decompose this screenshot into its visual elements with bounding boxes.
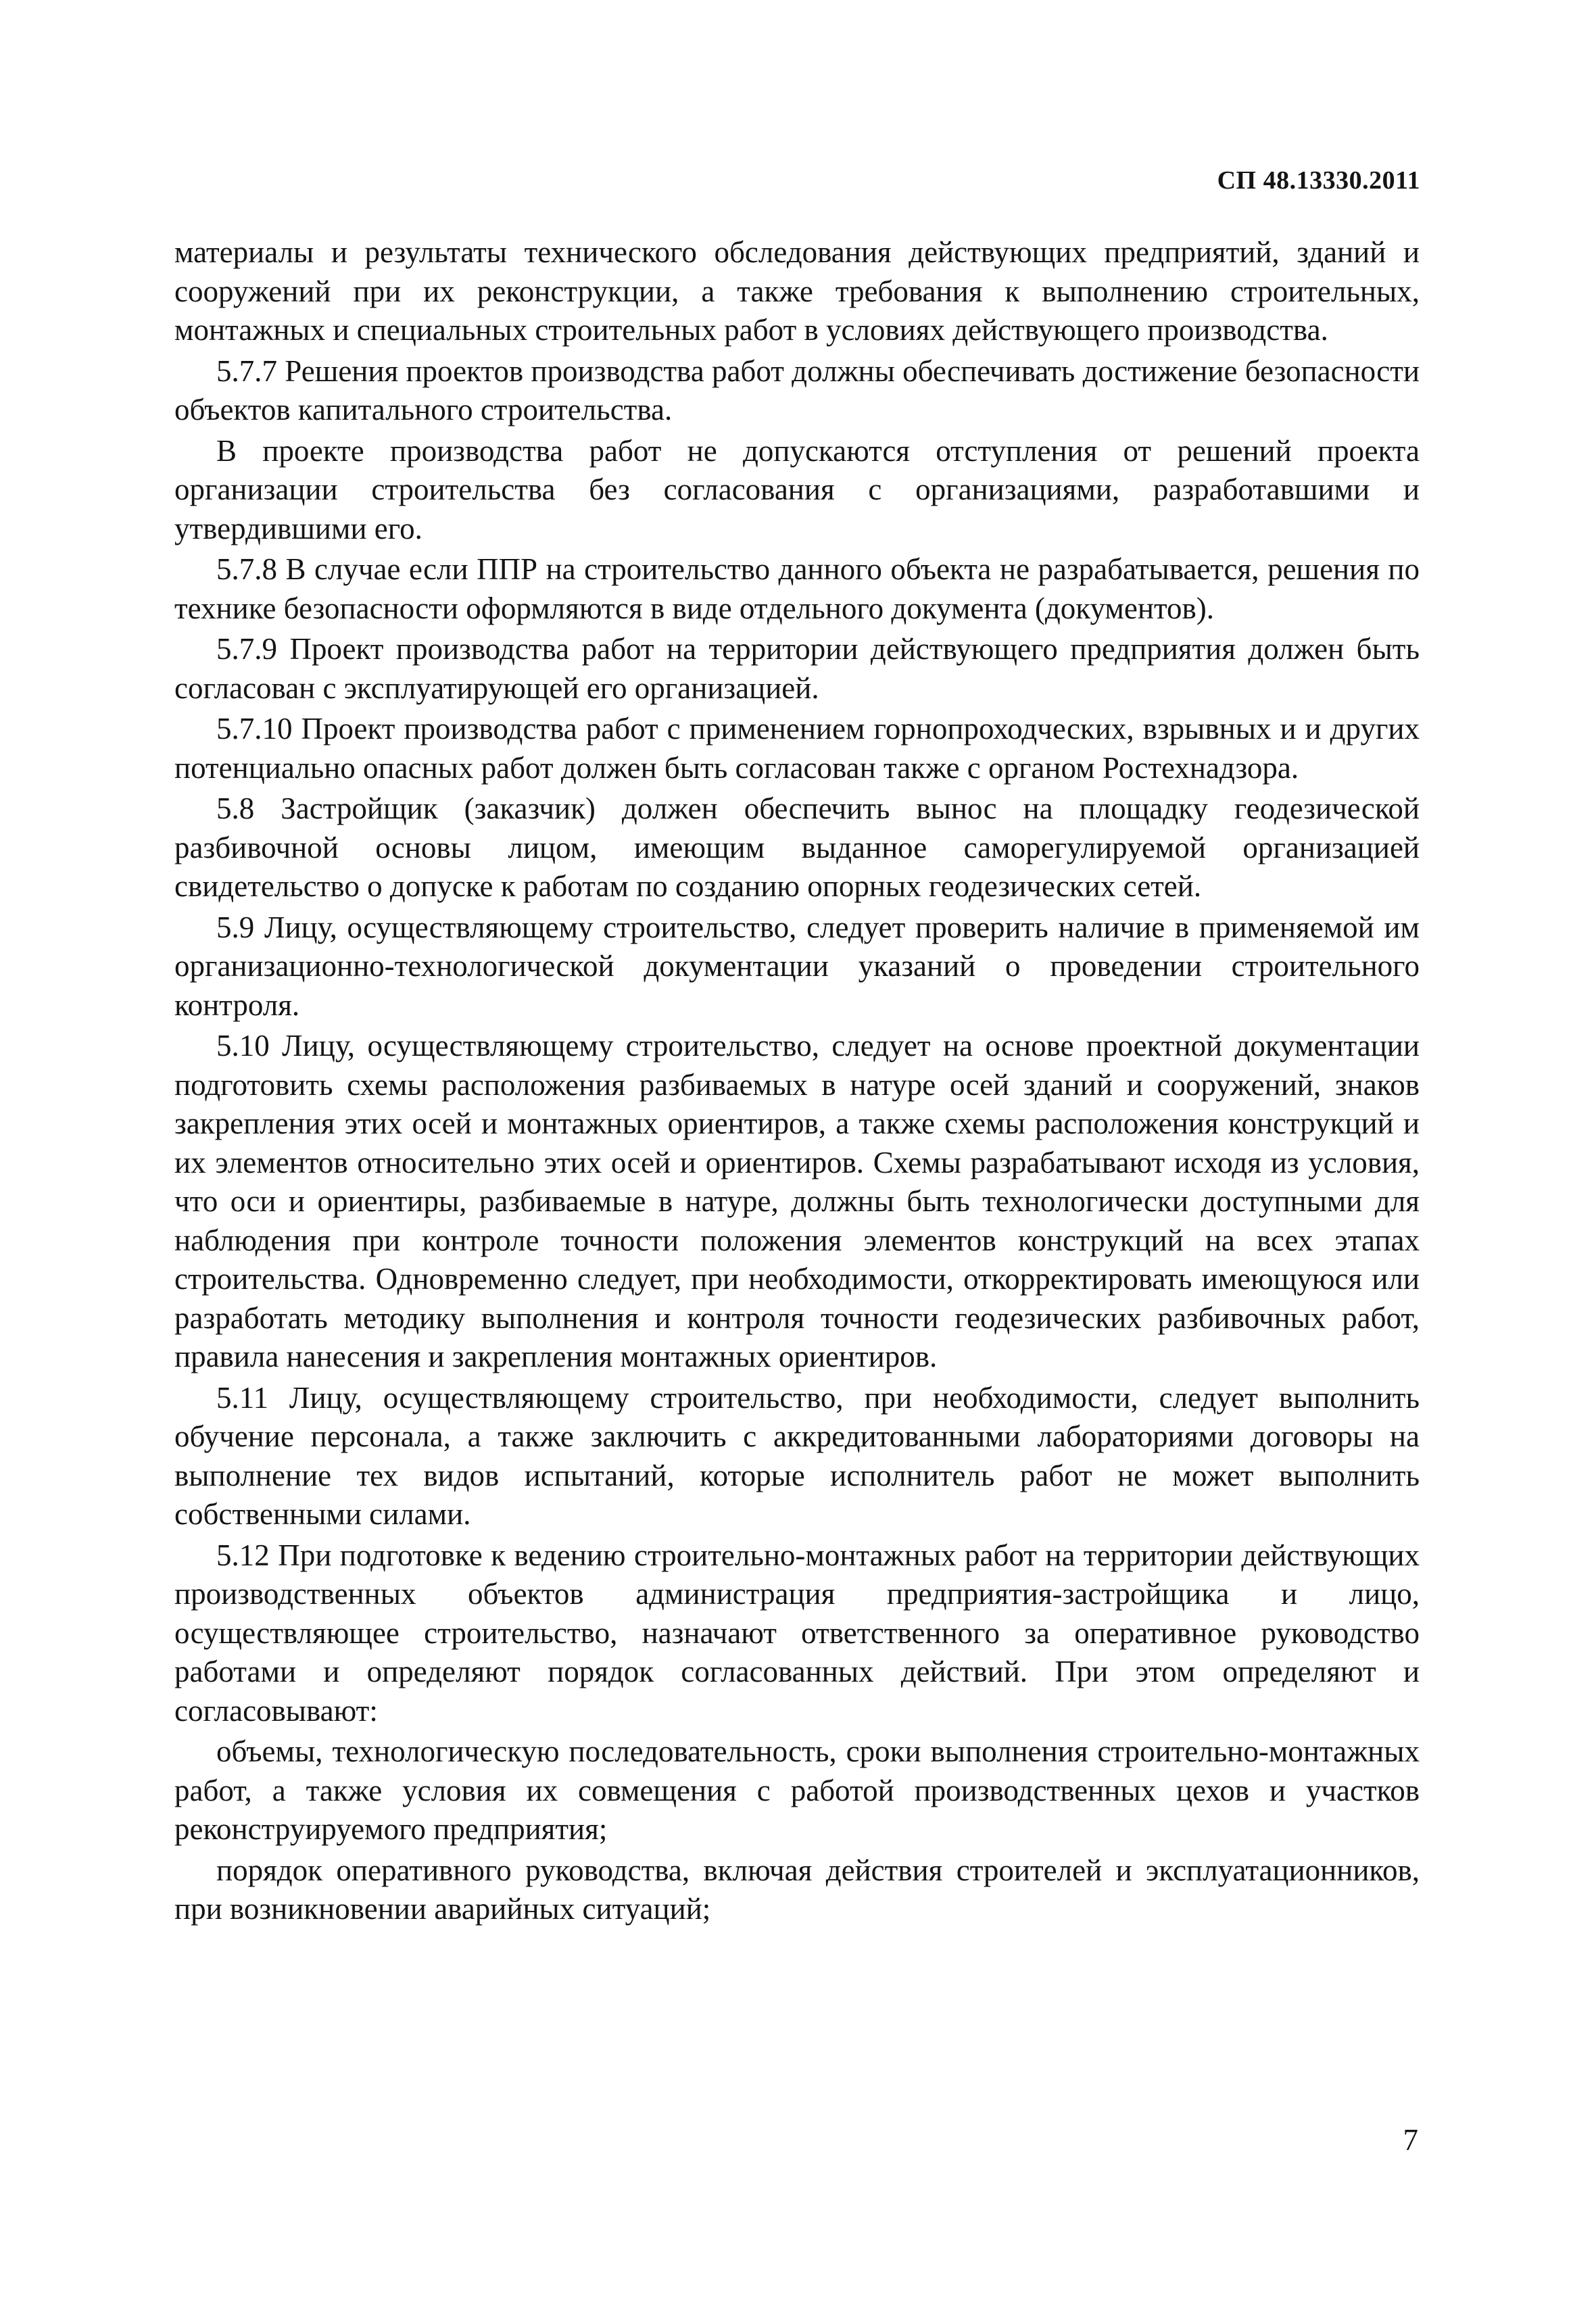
paragraph-5-9: 5.9 Лицу, осуществляющему строительство, следует проверить наличие в применяемой им организационно-технологической документации указаний о проведении строительного контроля.: [174, 910, 1420, 1022]
paragraph-5-8: 5.8 Застройщик (заказчик) должен обеспечить вынос на площадку геодезической разбивочной основы лицом, имеющим выданное саморегулируемой организацией свидетельство о допуске к работам по созданию опорных геодезических сетей.: [174, 791, 1420, 903]
page-number: 7: [1403, 2123, 1418, 2157]
list-item-scope: объемы, технологическую последовательность, сроки выполнения строительно-монтажных работ, а также условия их совмещения с работой производственных цехов и участков реконструируемого предприятия;: [174, 1734, 1420, 1846]
paragraph-5-12: 5.12 При подготовке к ведению строительно-монтажных работ на территории действующих производственных объектов администрация предприятия-застройщика и лицо, осуществляющее строительство, назначают ответственного за оперативное руководство работами и определяют порядок согласованных действий. При этом определяют и согласовывают:: [174, 1538, 1420, 1728]
document-code: СП 48.13330.2011: [1217, 166, 1420, 195]
paragraph-5-11: 5.11 Лицу, осуществляющему строительство, при необходимости, следует выполнить обучение персонала, а также заключить с аккредитованными лабораториями договоры на выполнение тех видов испытаний, которые исполнитель работ не может выполнить собственными силами.: [174, 1380, 1420, 1531]
paragraph-5-7-8: 5.7.8 В случае если ППР на строительство данного объекта не разрабатывается, решения по технике безопасности оформляются в виде отдельного документа (документов).: [174, 552, 1420, 625]
paragraph-5-10: 5.10 Лицу, осуществляющему строительство, следует на основе проектной документации подготовить схемы расположения разбиваемых в натуре осей зданий и сооружений, знаков закрепления этих осей и монтажных ориентиров, а также схемы расположения конструкций и их элементов относительно этих осей и ориентиров. Схемы разрабатывают исходя из условия, что оси и ориентиры, разбиваемые в натуре, должны быть технологически доступными для наблюдения при контроле точности положения элементов конструкций на всех этапах строительства. Одновременно следует, при необходимости, откорректировать имеющуюся или разработать методику выполнения и контроля точности геодезических разбивочных работ, правила нанесения и закрепления монтажных ориентиров.: [174, 1029, 1420, 1373]
paragraph-5-7-7: 5.7.7 Решения проектов производства работ должны обеспечивать достижение безопасности объектов капитального строительства.: [174, 354, 1420, 427]
page-body: [174, 233, 1420, 1931]
paragraph-5-7-9: 5.7.9 Проект производства работ на территории действующего предприятия должен быть согласован с эксплуатирующей его организацией.: [174, 632, 1420, 705]
paragraph-5-7-7-note: В проекте производства работ не допускаются отступления от решений проекта организации строительства без согласования с организациями, разработавшими и утвердившими его.: [174, 433, 1420, 545]
list-item-management: порядок оперативного руководства, включая действия строителей и эксплуатационников, при возникновении аварийных ситуаций;: [174, 1853, 1420, 1926]
paragraph-5-7-10: 5.7.10 Проект производства работ с применением горнопроходческих, взрывных и и других потенциально опасных работ должен быть согласован также с органом Ростехнадзора.: [174, 712, 1420, 785]
paragraph-continuation: материалы и результаты технического обследования действующих предприятий, зданий и сооружений при их реконструкции, а также требования к выполнению строительных, монтажных и специальных строительных работ в условиях действующего производства.: [174, 235, 1420, 347]
